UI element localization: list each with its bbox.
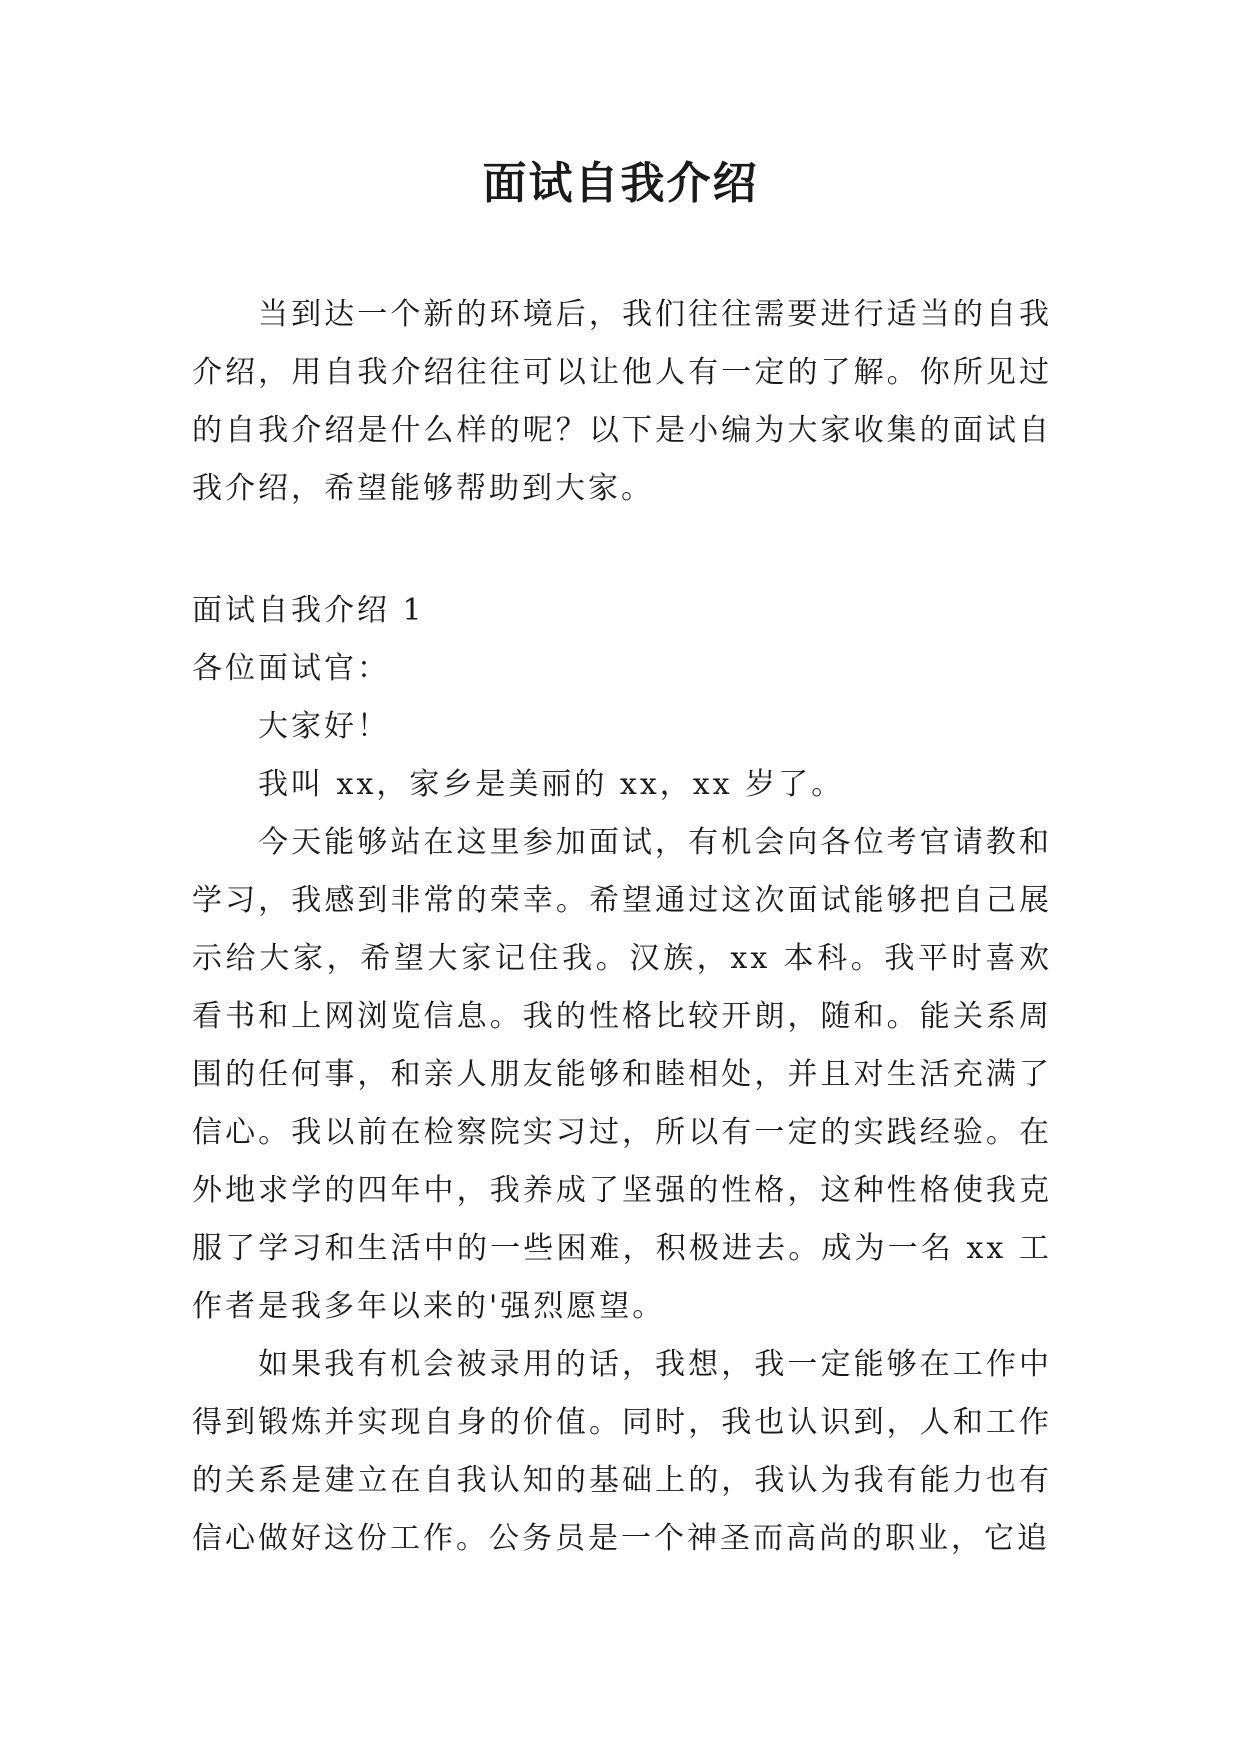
intro-block — [192, 286, 1052, 518]
salutation: 各位面试官： — [192, 651, 390, 686]
main-block — [192, 582, 1052, 1568]
paragraph-name: 我叫 xx，家乡是美丽的 xx，xx 岁了。 — [258, 767, 845, 802]
paragraph-greeting: 大家好！ — [258, 709, 390, 744]
paragraph-background: 今天能够站在这里参加面试，有机会向各位考官请教和学习，我感到非常的荣幸。希望通过这次面试能够把自己展示给大家，希望大家记住我。汉族，xx 本科。我平时喜欢看书和上网浏览信息。我的性格比较开朗，随和。能关系周围的任何事，和亲人朋友能够和睦相处，并且对生活充满了信心。我以前在检察院实习过，所以有一定的实践经验。在外地求学的四年中，我养成了坚强的性格，这种性格使我克服了学习和生活中的一些困难，积极进去。成为一名 xx 工作者是我多年以来的'强烈愿望。 — [192, 825, 1052, 1324]
document-title: 面试自我介绍 — [482, 158, 759, 209]
section-heading: 面试自我介绍 1 — [192, 593, 425, 628]
intro-paragraph: 当到达一个新的环境后，我们往往需要进行适当的自我介绍，用自我介绍往往可以让他人有一定的了解。你所见过的自我介绍是什么样的呢？以下是小编为大家收集的面试自我介绍，希望能够帮助到大家。 — [192, 297, 1052, 506]
paragraph-aspiration: 如果我有机会被录用的话，我想，我一定能够在工作中得到锻炼并实现自身的价值。同时，我也认识到，人和工作的关系是建立在自我认知的基础上的，我认为我有能力也有信心做好这份工作。公务员是一个神圣而高尚的职业，它追 — [192, 1347, 1052, 1556]
